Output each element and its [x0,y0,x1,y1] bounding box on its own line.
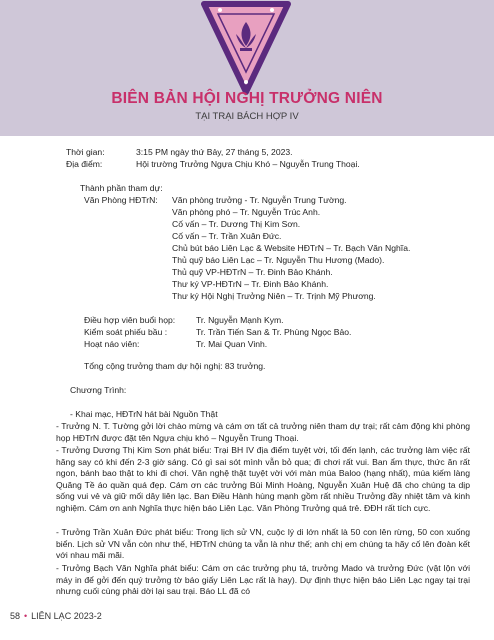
member-item: Thủ quỹ báo Liên Lạc – Tr. Nguyễn Thu Hương (Mado). [172,255,385,265]
program-heading: Chương Trình: [70,385,127,395]
member-item: Thủ quỹ VP-HĐTrN – Tr. Đinh Bảo Khánh. [172,267,333,277]
place-value: Hội trường Trưởng Ngựa Chịu Khó – Nguyễn Trung Thoại. [136,159,360,169]
time-value: 3:15 PM ngày thứ Bảy, 27 tháng 5, 2023. [136,147,293,157]
program-item: - Khai mạc, HĐTrN hát bài Nguồn Thật [70,409,218,419]
role-value: Tr. Nguyễn Mạnh Kym. [196,315,284,325]
member-item: Chủ bút báo Liên Lạc & Website HĐTrN – Tr. Bạch Văn Nghĩa. [172,243,411,253]
role-label: Hoạt náo viên: [84,339,140,349]
office-label: Văn Phòng HĐTrN: [84,195,158,205]
member-item: Cố vấn – Tr. Trần Xuân Đức. [172,231,282,241]
role-label: Điều hợp viên buổi họp: [84,315,176,325]
bullet-icon: • [24,611,28,621]
program-item: - Trưởng Trần Xuân Đức phát biểu: Trong lịch sử VN, cuộc lý di lớn nhất là 50 con lên rừng, 50 con xuống biển. Lịch sử VN vẫn còn như thế, HĐTrN chúng ta vẫn là như thế; anh chị em chúng ta hãy cố lên đoàn kết với nhau mãi mãi. [56,527,470,561]
member-item: Cố vấn – Tr. Dương Thị Kim Sơn. [172,219,301,229]
role-value: Tr. Mai Quan Vinh. [196,339,268,349]
publication-name: LIÊN LẠC 2023-2 [31,611,102,621]
attendance-total: Tổng cộng trưởng tham dự hội nghị: 83 trưởng. [84,361,266,371]
document-title: BIÊN BẢN HỘI NGHỊ TRƯỞNG NIÊN [111,90,383,107]
page-number: 58 [10,611,21,621]
program-item: - Trưởng N. T. Tường gởi lời chào mừng và cám ơn tất cả trưởng niên tham dự trại; rất cảm động khi phòng họp HĐTrN được đặt tên Ngựa chịu khó – Nguyễn Trung Thoại. [56,421,470,443]
program-item: - Trưởng Bạch Văn Nghĩa phát biểu: Cám ơn các trưởng phụ tá, trưởng Mado và trưởng Đức (vật lộn với máy in để gởi đến quý trưởng tờ báo giấy Liên Lạc rất là hay). Dự định thực hiện báo Liên Lạc ngay tại trại nhưng cuối cùng phải dời lại sau trại. Báo LL đã có [56,563,470,597]
member-item: Thư ký VP-HĐTrN – Tr. Đinh Bảo Khánh. [172,279,329,289]
scout-emblem-logo [196,0,296,96]
member-item: Thư ký Hội Nghị Trưởng Niên – Tr. Trịnh Mỹ Phương. [172,291,376,301]
page-footer [10,611,102,621]
document-subtitle: TẠI TRẠI BÁCH HỢP IV [195,111,299,122]
place-label: Địa điểm: [66,159,103,169]
program-item: - Trưởng Dương Thị Kim Sơn phát biểu: Trại BH IV địa điểm tuyệt vời, tối đến lạnh, các trưởng làm việc rất hăng say có khi đến 2-3 giờ sáng. Có gì sai sót mình vẫn bỏ qua; đi chơi rất vui. Ban ẩm thực, thức ăn rất ngon, bánh bao thật to khi đi chơi. Văn nghệ thật tuyệt vời với màn múa Baloo (hạng nhất), múa kiếm làng Quăng Tề áo quần quá đẹp. Cám ơn các trưởng Bùi Minh Hoàng, Nguyễn Xuân Huệ đã cho chúng ta dịp sống vui vẻ và giữ mối dây liên lạc. Ban Điều Hành hùng mạnh gồm rất nhiều Trưởng đầy nhiệt tâm và kinh nghiệm. Cám ơn anh Nghĩa thực hiện báo Liên Lạc. Văn Phòng Trưởng quá trẻ. ĐĐH rất tích cực. [56,445,470,513]
member-item: Văn phòng trưởng - Tr. Nguyễn Trung Tường. [172,195,347,205]
time-label: Thời gian: [66,147,105,157]
attendees-heading: Thành phần tham dự: [80,183,163,193]
role-label: Kiểm soát phiếu bầu : [84,327,168,337]
member-item: Văn phòng phó – Tr. Nguyễn Trúc Anh. [172,207,321,217]
role-value: Tr. Trần Tiến San & Tr. Phùng Ngọc Bảo. [196,327,352,337]
